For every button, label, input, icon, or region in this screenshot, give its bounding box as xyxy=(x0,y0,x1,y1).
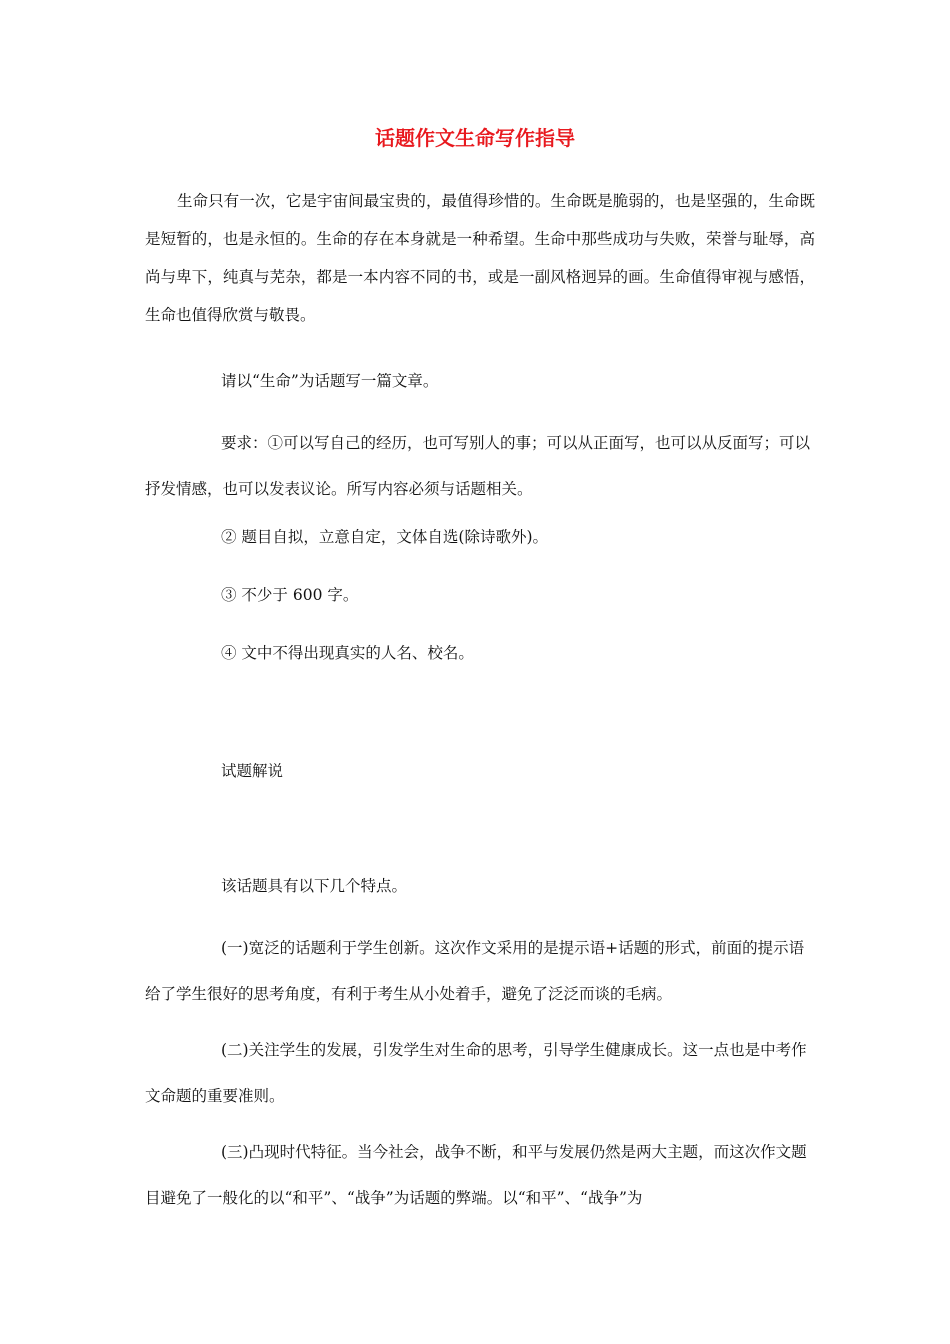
intro-paragraph: 生命只有一次，它是宇宙间最宝贵的，最值得珍惜的。生命既是脆弱的，也是坚强的，生命既是短暂的，也是永恒的。生命的存在本身就是一种希望。生命中那些成功与失败，荣誉与耻辱，高尚与卑下，纯真与芜杂，都是一本内容不同的书，或是一副风格迥异的画。生命值得审视与感悟，生命也值得欣赏与敬畏。 xyxy=(145,192,815,324)
feature-3: (三)凸现时代特征。当今社会，战争不断，和平与发展仍然是两大主题，而这次作文题目避免了一般化的以“和平”、“战争”为话题的弊端。以“和平”、“战争”为 xyxy=(145,1143,807,1207)
feature-1: (一)宽泛的话题利于学生创新。这次作文采用的是提示语+话题的形式，前面的提示语给了学生很好的思考角度，有利于考生从小处着手，避免了泛泛而谈的毛病。 xyxy=(145,939,805,1003)
feature-2: (二)关注学生的发展，引发学生对生命的思考，引导学生健康成长。这一点也是中考作文命题的重要准则。 xyxy=(145,1041,807,1105)
requirement-1: 要求：①可以写自己的经历，也可写别人的事；可以从正面写，也可以从反面写；可以抒发情感，也可以发表议论。所写内容必须与话题相关。 xyxy=(145,434,811,498)
page-title: 话题作文生命写作指导 xyxy=(375,126,575,150)
analysis-heading: 试题解说 xyxy=(221,762,284,780)
requirement-3: ③ 不少于 600 字。 xyxy=(221,586,359,604)
writing-prompt: 请以“生命”为话题写一篇文章。 xyxy=(221,372,439,390)
requirement-4: ④ 文中不得出现真实的人名、校名。 xyxy=(221,644,474,662)
features-intro: 该话题具有以下几个特点。 xyxy=(221,877,408,895)
requirement-2: ② 题目自拟，立意自定，文体自选(除诗歌外)。 xyxy=(221,528,549,546)
